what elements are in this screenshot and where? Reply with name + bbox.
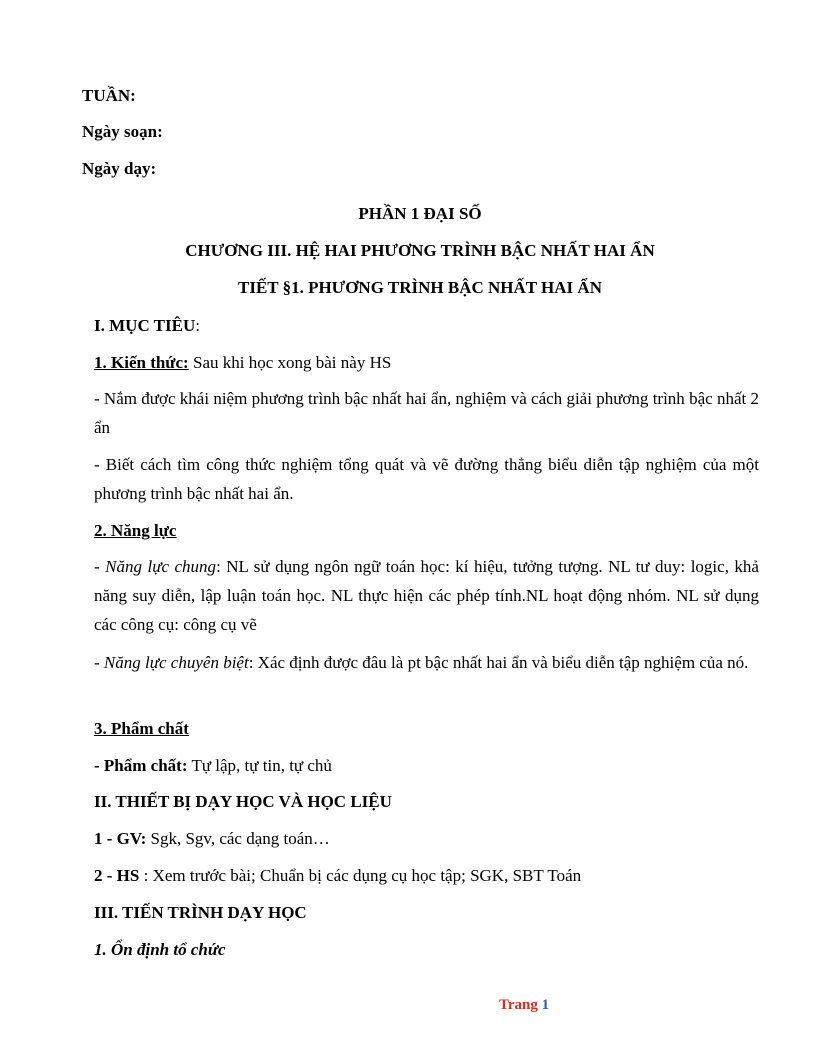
competence-heading: 2. Năng lực: [94, 521, 177, 540]
knowledge-item-1: - Nắm được khái niệm phương trình bậc nhất hai ẩn, nghiệm và cách giải phương trình bậc nhất 2 ẩn: [94, 389, 759, 437]
quality-heading: 3. Phẩm chất: [94, 719, 189, 738]
specific-competence-text: : Xác định được đâu là pt bậc nhất hai ẩn và biểu diễn tập nghiệm của nó.: [248, 653, 749, 672]
footer-label: Trang: [499, 997, 542, 1013]
knowledge-intro: Sau khi học xong bài này HS: [188, 353, 392, 372]
objectives-heading: [94, 316, 200, 336]
quality-line: [94, 756, 332, 776]
student-equipment-line: [94, 866, 581, 886]
objectives-heading-text: I. MỤC TIÊU: [94, 316, 196, 335]
organization-subheading: 1. Ổn định tổ chức: [94, 940, 226, 959]
knowledge-item-2: - Biết cách tìm công thức nghiệm tổng quát và vẽ đường thẳng biểu diễn tập nghiệm của một phương trình bậc nhất hai ẩn.: [94, 455, 759, 503]
teach-date-label: Ngày dạy:: [82, 159, 157, 178]
general-competence-label: Năng lực chung: [105, 557, 217, 576]
specific-competence-label: Năng lực chuyên biệt: [103, 653, 249, 672]
part-title: PHẦN 1 ĐẠI SỐ: [358, 204, 482, 223]
quality-label: Phẩm chất:: [103, 756, 188, 775]
teacher-equipment-label: 1 - GV:: [94, 829, 147, 848]
student-equipment-text: : Xem trước bài; Chuẩn bị các dụng cụ học tập; SGK, SBT Toán: [139, 866, 582, 885]
prep-date-label: Ngày soạn:: [82, 122, 163, 141]
quality-text: Tự lập, tự tin, tự chủ: [187, 756, 332, 775]
specific-competence-paragraph: [94, 648, 759, 677]
teacher-equipment-line: [94, 829, 330, 849]
knowledge-label: 1. Kiến thức:: [94, 353, 189, 372]
quality-prefix: -: [94, 756, 104, 775]
objectives-heading-suffix: :: [195, 316, 200, 335]
specific-competence-prefix: -: [94, 653, 104, 672]
knowledge-line: [94, 353, 391, 373]
general-competence-text: : NL sử dụng ngôn ngữ toán học: kí hiệu, tưởng tượng. NL tư duy: logic, khả năng suy diễn, lập luận toán học. NL thực hiện các phép tính.NL hoạt động nhóm. NL sử dụng các công cụ: công cụ vẽ: [94, 557, 759, 634]
student-equipment-label: 2 - HS: [94, 866, 140, 885]
lesson-title: TIẾT §1. PHƯƠNG TRÌNH BẬC NHẤT HAI ẨN: [238, 278, 602, 297]
process-heading: III. TIẾN TRÌNH DẠY HỌC: [94, 903, 307, 922]
page-footer: [499, 997, 549, 1014]
equipment-heading: II. THIẾT BỊ DẠY HỌC VÀ HỌC LIỆU: [94, 792, 392, 811]
footer-page-number: 1: [541, 997, 550, 1013]
chapter-title: CHƯƠNG III. HỆ HAI PHƯƠNG TRÌNH BẬC NHẤT HAI ẨN: [185, 241, 655, 260]
general-competence-prefix: -: [94, 557, 106, 576]
week-label: TUẦN:: [82, 86, 136, 105]
teacher-equipment-text: Sgk, Sgv, các dạng toán…: [146, 829, 330, 848]
general-competence-paragraph: [94, 552, 759, 639]
